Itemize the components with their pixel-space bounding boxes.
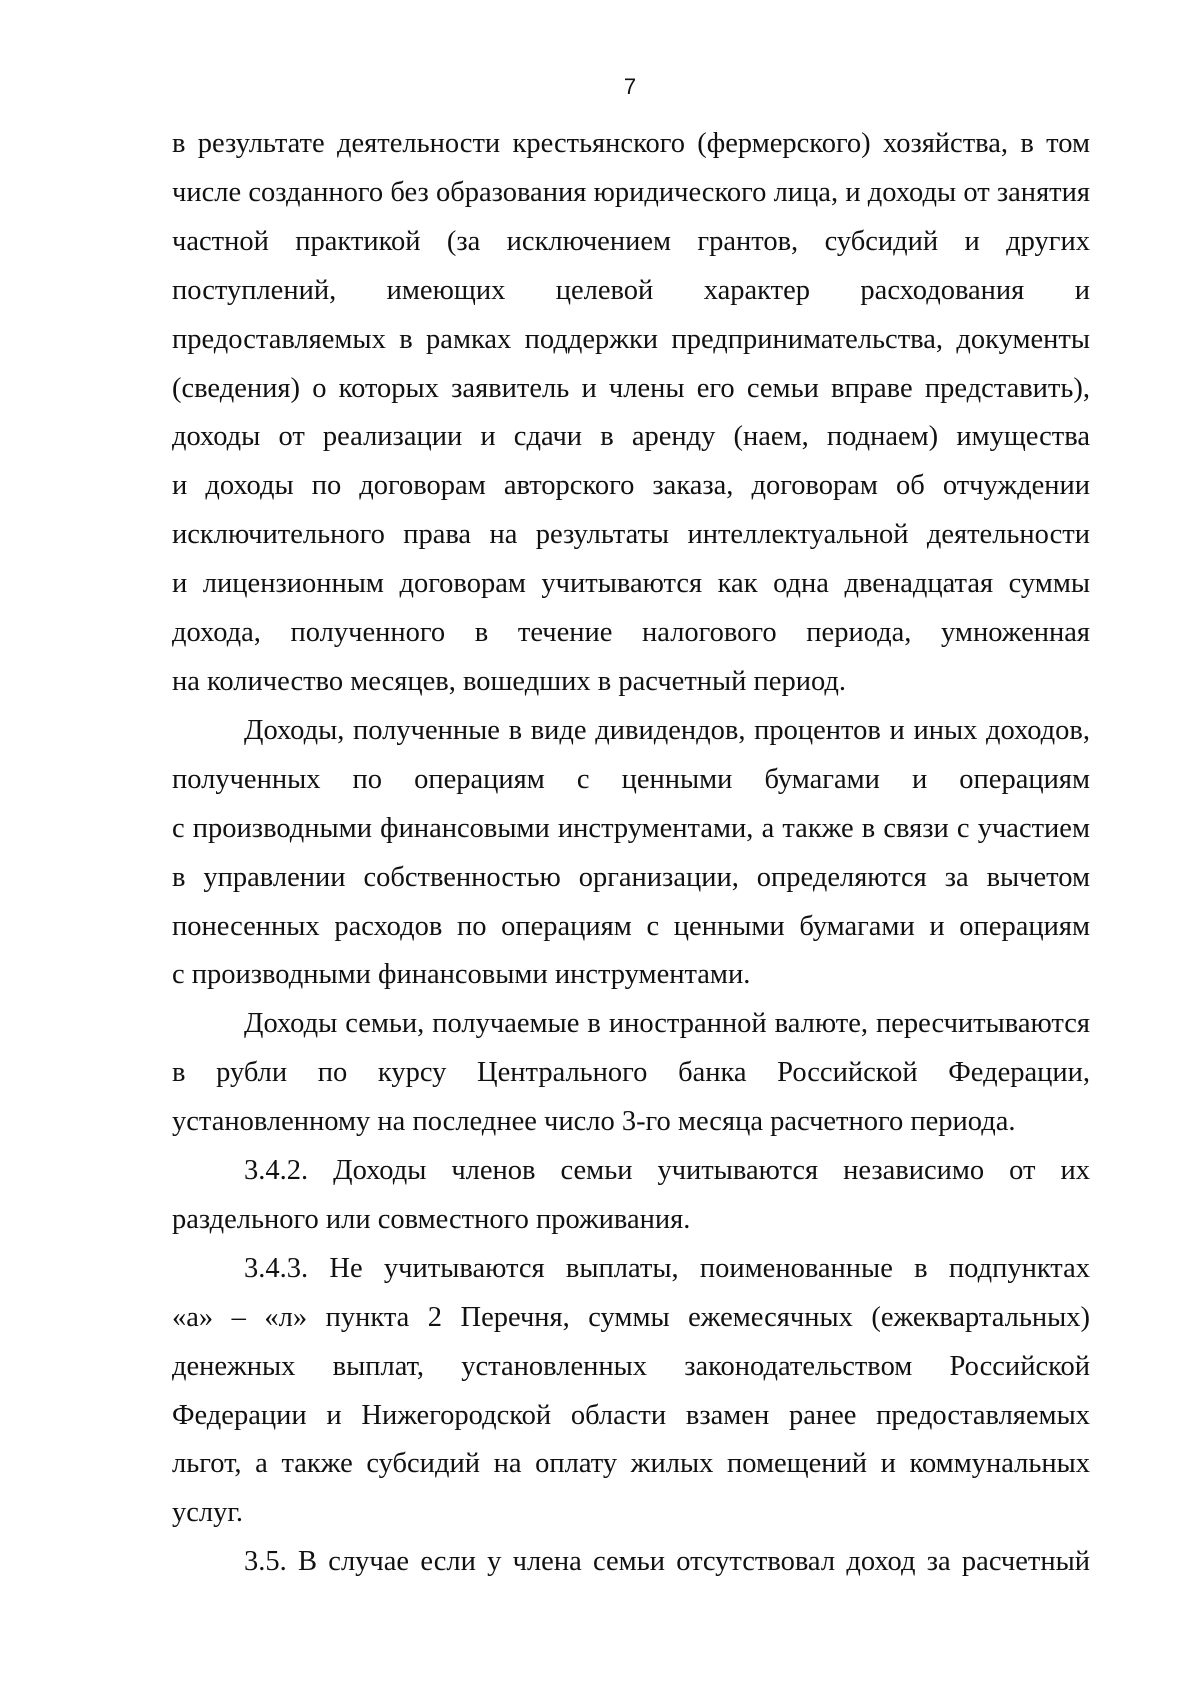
paragraph <box>172 120 1090 707</box>
text-line: предоставляемых в рамках поддержки предпринимательства, документы <box>172 323 1090 355</box>
paragraph <box>172 1147 1090 1245</box>
text-line: в результате деятельности крестьянского (фермерского) хозяйства, в том <box>172 128 1090 159</box>
text-line: частной практикой (за исключением грантов, субсидий и других <box>172 225 1090 257</box>
page-number: 7 <box>623 74 637 99</box>
paragraph <box>172 1000 1090 1147</box>
text-line: числе созданного без образования юридического лица, и доходы от занятия <box>172 176 1090 208</box>
text-line: раздельного или совместного проживания. <box>172 1203 691 1235</box>
text-line: Доходы семьи, получаемые в иностранной валюте, пересчитываются <box>244 1008 1090 1040</box>
text-line: поступлений, имеющих целевой характер расходования и <box>172 274 1090 306</box>
text-line: Доходы, полученные в виде дивидендов, процентов и иных доходов, <box>244 714 1090 746</box>
text-line: услуг. <box>172 1497 243 1529</box>
text-line: в управлении собственностью организации, определяются за вычетом <box>172 861 1090 893</box>
paragraph <box>172 707 1090 1000</box>
paragraph <box>172 1245 1090 1538</box>
text-line: 3.4.3. Не учитываются выплаты, поименованные в подпунктах <box>244 1252 1090 1284</box>
text-line: установленному на последнее число 3-го месяца расчетного периода. <box>172 1106 1016 1138</box>
text-line: и лицензионным договорам учитываются как одна двенадцатая суммы <box>172 568 1090 600</box>
text-line: 3.4.2. Доходы членов семьи учитываются независимо от их <box>244 1155 1090 1187</box>
paragraph <box>172 1538 1090 1587</box>
text-line: понесенных расходов по операциям с ценными бумагами и операциям <box>172 910 1090 942</box>
text-line: доходы от реализации и сдачи в аренду (наем, поднаем) имущества <box>172 421 1090 453</box>
text-line: на количество месяцев, вошедших в расчетный период. <box>172 665 847 697</box>
text-line: (сведения) о которых заявитель и члены его семьи вправе представить), <box>172 372 1090 404</box>
text-line: льгот, а также субсидий на оплату жилых помещений и коммунальных <box>172 1448 1090 1480</box>
text-line: исключительного права на результаты интеллектуальной деятельности <box>172 519 1090 551</box>
text-line: денежных выплат, установленных законодательством Российской <box>172 1350 1090 1382</box>
text-line: дохода, полученного в течение налогового периода, умноженная <box>172 617 1090 649</box>
text-line: полученных по операциям с ценными бумагами и операциям <box>172 763 1090 795</box>
text-line: «а» – «л» пункта 2 Перечня, суммы ежемесячных (ежеквартальных) <box>172 1301 1090 1333</box>
text-line: Федерации и Нижегородской области взамен ранее предоставляемых <box>172 1399 1090 1431</box>
text-line: с производными финансовыми инструментами, а также в связи с участием <box>172 812 1090 844</box>
text-line: 3.5. В случае если у члена семьи отсутствовал доход за расчетный <box>244 1546 1090 1578</box>
text-line: с производными финансовыми инструментами. <box>172 959 751 991</box>
text-line: и доходы по договорам авторского заказа, договорам об отчуждении <box>172 470 1090 502</box>
text-line: в рубли по курсу Центрального банка Российской Федерации, <box>172 1057 1090 1089</box>
document-body <box>172 120 1090 1587</box>
